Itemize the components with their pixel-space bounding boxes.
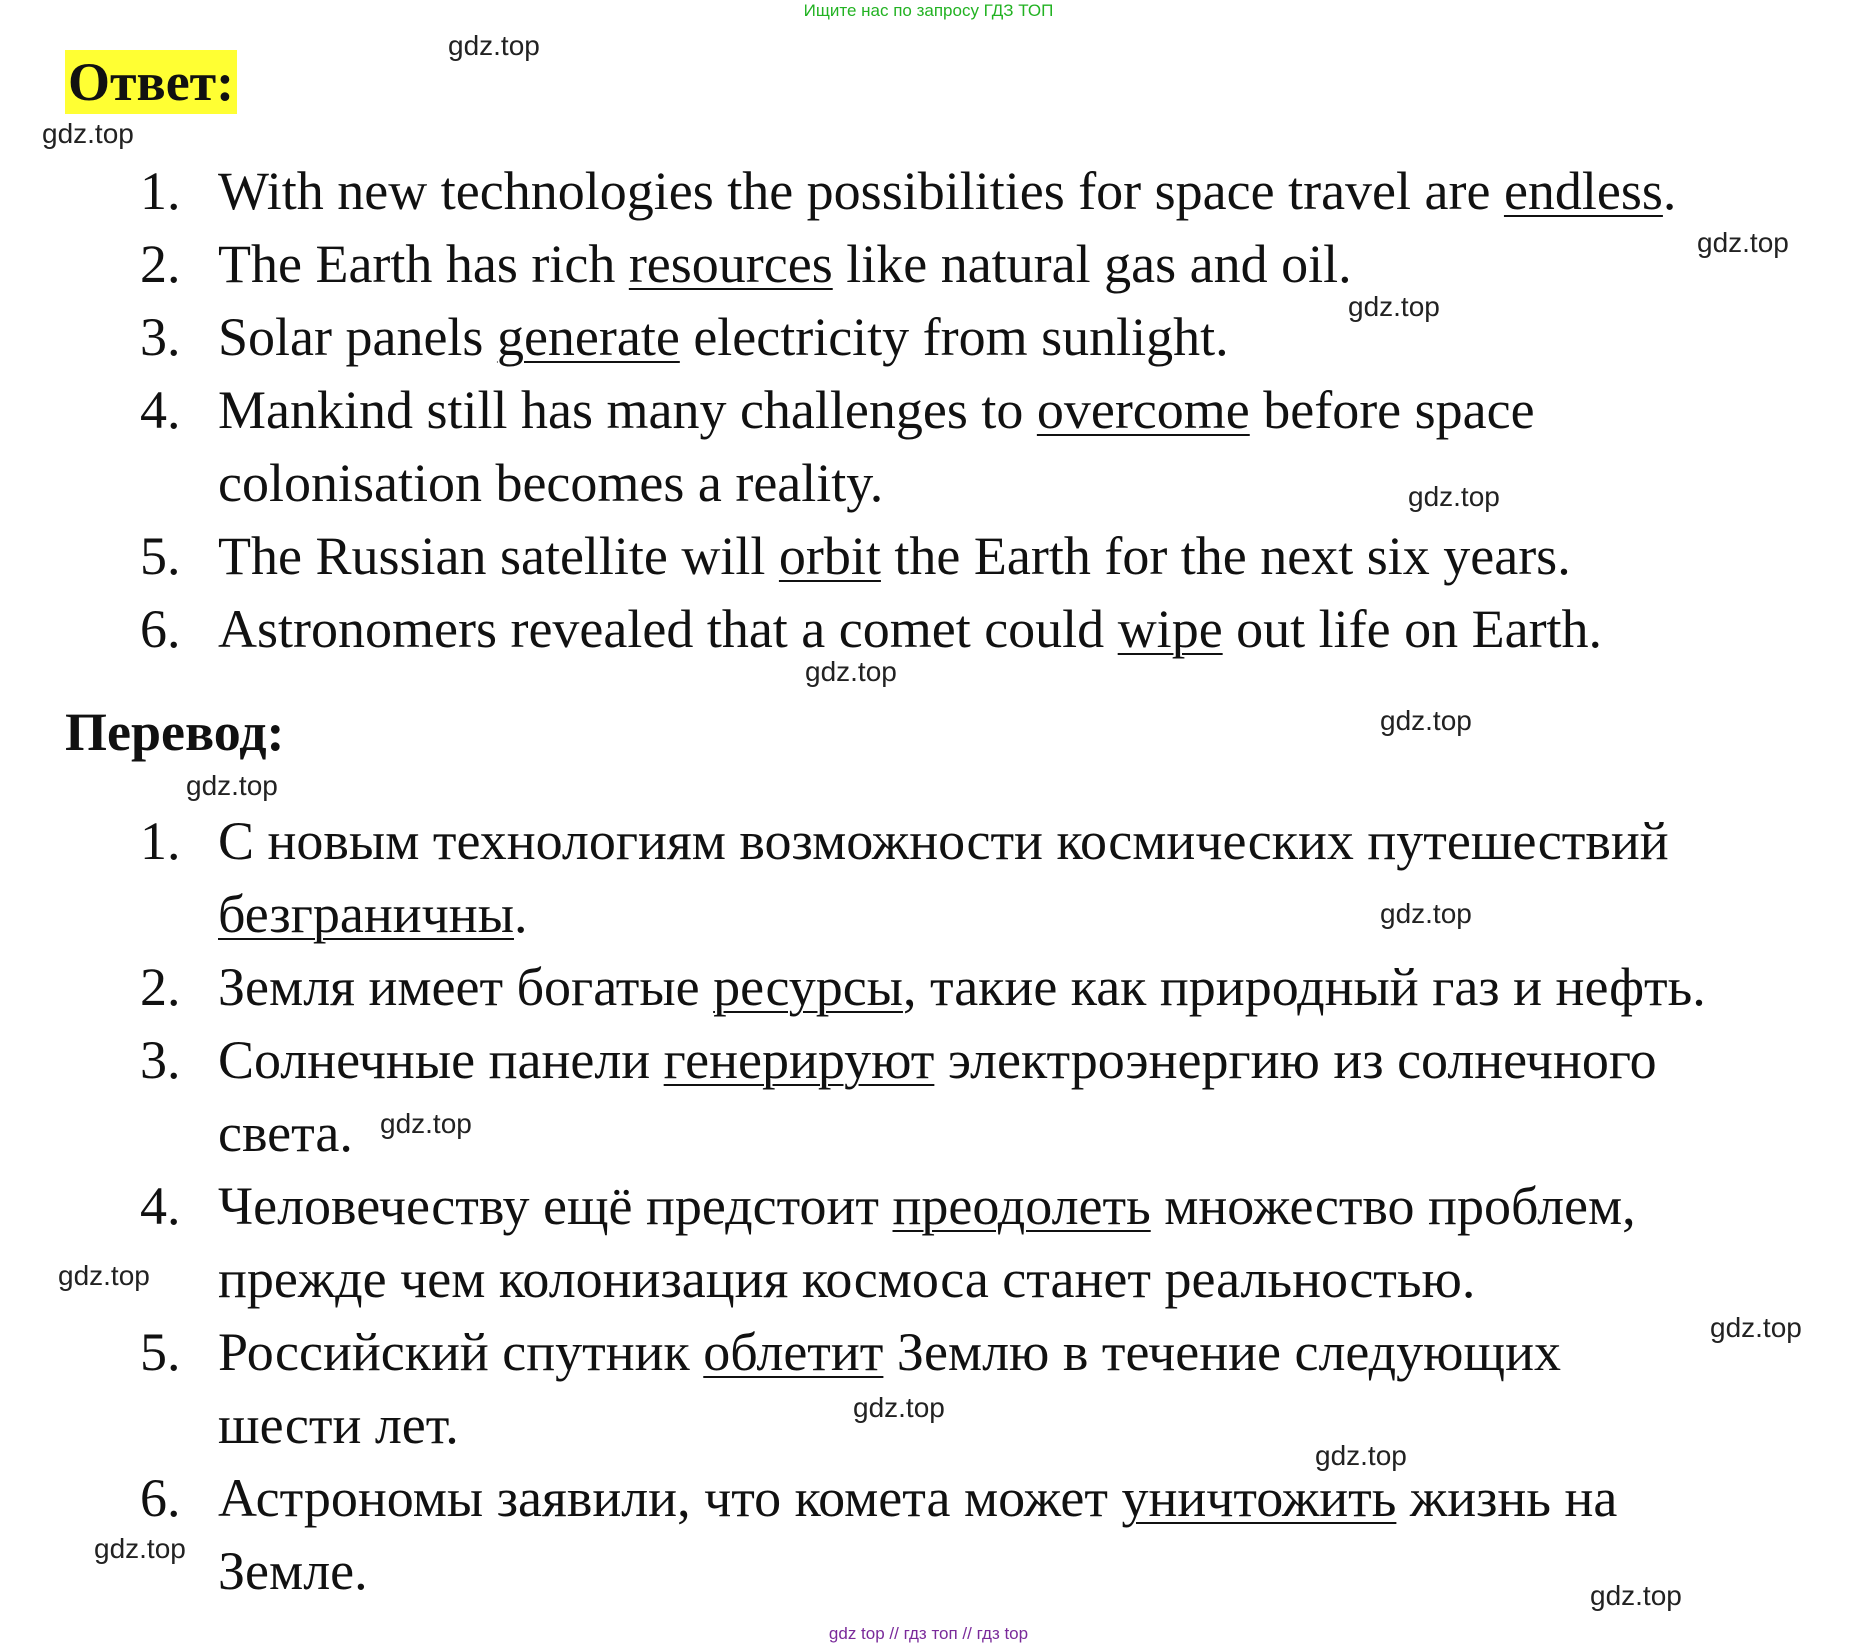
watermark: gdz.top [448,30,540,61]
item-number: 2. [140,234,181,294]
item-text: Mankind still has many challenges to overcome before space [218,380,1535,440]
answer-keyword: orbit [778,526,881,586]
answer-keyword: уничтожить [1121,1468,1397,1528]
item-number: 6. [140,599,181,659]
item-number: 5. [140,1322,181,1382]
item-text: With new technologies the possibilities for space travel are endless. [218,161,1677,221]
footer-links[interactable]: gdz top // гдз топ // гдз top [828,1624,1029,1643]
watermark: gdz.top [1697,227,1789,258]
item-text: The Russian satellite will orbit the Earth for the next six years. [218,526,1571,586]
item-text-continued: безграничны. [218,884,528,944]
watermark: gdz.top [805,656,897,687]
search-hint-link[interactable]: Ищите нас по запросу ГДЗ ТОП [803,1,1054,20]
watermark: gdz.top [1408,481,1500,512]
watermark: gdz.top [1710,1312,1802,1343]
translation-heading: Перевод: [65,702,285,762]
item-text: С новым технологиям возможности космических путешествий [218,811,1669,871]
watermark: gdz.top [42,118,134,149]
watermark: gdz.top [1380,705,1472,736]
item-text-continued: шести лет. [218,1395,459,1455]
answer-keyword: ресурсы [713,957,903,1017]
item-text: Человечеству ещё предстоит преодолеть множество проблем, [218,1176,1636,1236]
item-number: 4. [140,1176,181,1236]
item-text: Solar panels generate electricity from sunlight. [218,307,1229,367]
watermark: gdz.top [853,1392,945,1423]
item-number: 1. [140,161,181,221]
answer-keyword: resources [628,234,833,294]
answer-keyword: generate [496,307,680,367]
item-text-continued: Земле. [218,1541,368,1601]
item-text: Солнечные панели генерируют электроэнергию из солнечного [218,1030,1657,1090]
watermark: gdz.top [380,1108,472,1139]
item-text: Астрономы заявили, что комета может уничтожить жизнь на [218,1468,1618,1528]
item-text: Astronomers revealed that a comet could wipe out life on Earth. [218,599,1603,659]
item-text: Земля имеет богатые ресурсы, такие как природный газ и нефть. [218,957,1706,1017]
answer-keyword: безграничны [218,884,514,944]
watermark: gdz.top [186,770,278,801]
watermark: gdz.top [94,1533,186,1564]
item-number: 3. [140,307,181,367]
answer-keyword: преодолеть [892,1176,1151,1236]
watermark: gdz.top [1380,898,1472,929]
answer-keyword: overcome [1036,380,1250,440]
answer-keyword: endless [1503,161,1663,221]
watermark: gdz.top [1590,1580,1682,1611]
item-text-continued: света. [218,1103,353,1163]
answer-keyword: генерируют [663,1030,935,1090]
answer-keyword: облетит [703,1322,884,1382]
item-text: The Earth has rich resources like natural gas and oil. [218,234,1352,294]
item-number: 6. [140,1468,181,1528]
answer-heading: Ответ: [65,50,237,114]
watermark: gdz.top [1315,1440,1407,1471]
item-number: 4. [140,380,181,440]
item-number: 3. [140,1030,181,1090]
item-text: Российский спутник облетит Землю в течение следующих [218,1322,1561,1382]
item-number: 2. [140,957,181,1017]
item-text-continued: colonisation becomes a reality. [218,453,884,513]
item-number: 1. [140,811,181,871]
watermark: gdz.top [58,1260,150,1291]
answer-keyword: wipe [1117,599,1223,659]
item-text-continued: прежде чем колонизация космоса станет реальностью. [218,1249,1476,1309]
watermark: gdz.top [1348,291,1440,322]
item-number: 5. [140,526,181,586]
